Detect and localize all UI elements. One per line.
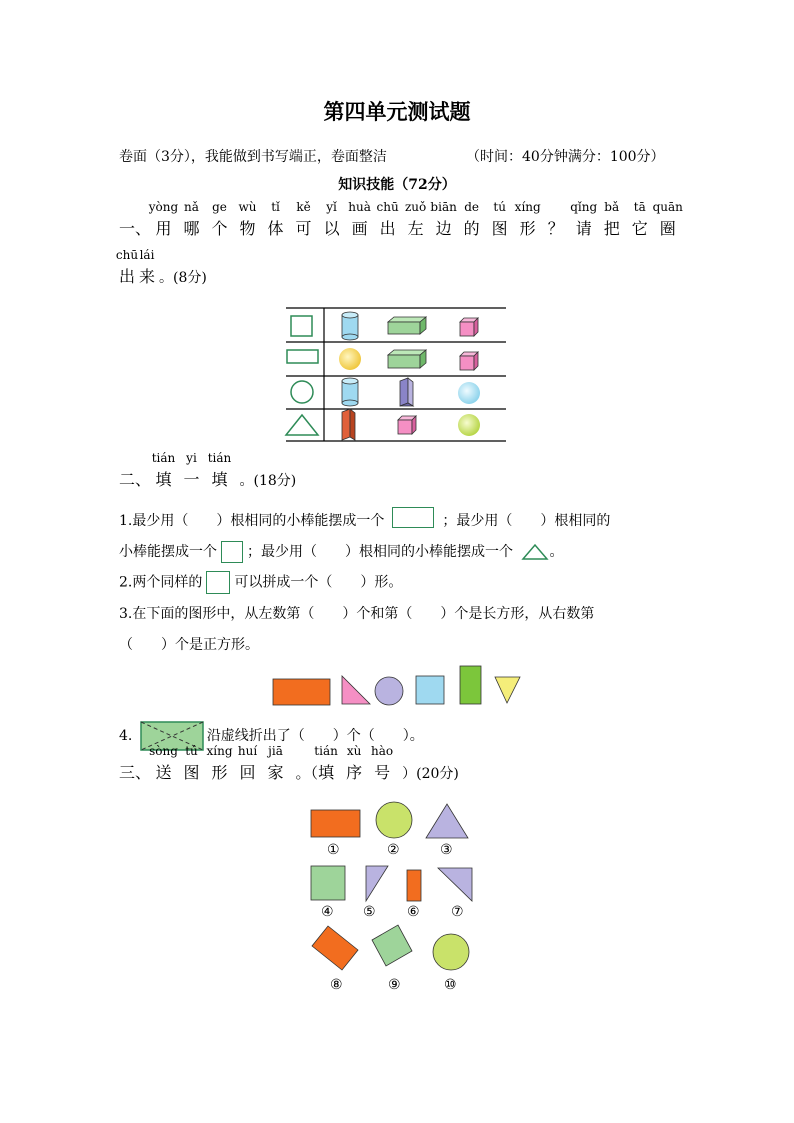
q1-char bbox=[652, 200, 683, 239]
pinyin: xíng bbox=[514, 200, 541, 214]
q1-char bbox=[148, 200, 179, 239]
hanzi: 回 bbox=[239, 763, 256, 782]
q1-char bbox=[430, 200, 457, 239]
cube-icon bbox=[460, 352, 478, 370]
question-2-item-1 bbox=[119, 510, 610, 532]
q3-char bbox=[237, 744, 258, 783]
q1-char bbox=[548, 216, 564, 239]
cube-icon bbox=[460, 318, 478, 336]
hanzi: 圈 bbox=[659, 219, 676, 238]
sphere-icon bbox=[458, 414, 480, 436]
hanzi: 物 bbox=[239, 219, 256, 238]
pinyin: tián bbox=[151, 451, 176, 465]
triangle-outline-icon bbox=[286, 415, 318, 435]
hanzi: 送 bbox=[155, 763, 172, 782]
q3-char bbox=[206, 744, 233, 783]
pinyin: de bbox=[464, 200, 480, 214]
hanzi: 边 bbox=[435, 219, 452, 238]
item-4-text-a: 4. bbox=[119, 728, 133, 744]
square-outline-icon bbox=[291, 316, 312, 336]
shape-10-lime-circle bbox=[433, 934, 469, 970]
shape-6-orange-rectangle bbox=[407, 870, 421, 901]
label-10: ⑩ bbox=[444, 977, 457, 993]
q1b-char bbox=[115, 248, 139, 287]
q3-shapes-grid bbox=[300, 800, 490, 1000]
rectangle-outline-icon bbox=[287, 350, 318, 363]
q1-char bbox=[295, 200, 312, 239]
q2-char bbox=[151, 451, 176, 490]
shape-7-lavender-triangle bbox=[438, 868, 472, 901]
pinyin: quān bbox=[652, 200, 683, 214]
q1-char bbox=[238, 200, 257, 239]
hanzi: 图 bbox=[183, 763, 200, 782]
hanzi: 它 bbox=[631, 219, 648, 238]
pinyin: ge bbox=[212, 200, 227, 214]
hanzi: 体 bbox=[267, 219, 284, 238]
cylinder-icon bbox=[342, 378, 358, 406]
hanzi: 左 bbox=[407, 219, 424, 238]
triangle-outline-icon bbox=[521, 543, 549, 561]
question-2-text bbox=[151, 451, 239, 489]
label-4: ④ bbox=[321, 904, 334, 920]
hanzi: 填 bbox=[155, 470, 172, 489]
pink-triangle-shape bbox=[342, 676, 370, 704]
hanzi: 的 bbox=[463, 219, 480, 238]
cuboid-icon bbox=[388, 350, 426, 368]
item-1-text-d: ；最少用（ ）根相同的小棒能摆成一个 bbox=[247, 544, 513, 560]
item-2-text-b: 可以拼成一个（ ）形。 bbox=[234, 574, 403, 591]
pinyin: xù bbox=[346, 744, 362, 758]
question-1-text bbox=[148, 200, 687, 238]
hanzi: 形 bbox=[519, 219, 536, 238]
header-instructions: 卷面（3分），我能做到书写端正，卷面整洁 bbox=[119, 149, 387, 165]
label-7: ⑦ bbox=[451, 904, 464, 920]
question-1 bbox=[119, 200, 688, 239]
pinyin: jiā bbox=[268, 744, 283, 758]
shape-object-table bbox=[282, 305, 510, 445]
label-8: ⑧ bbox=[330, 977, 343, 993]
yellow-down-triangle-shape bbox=[495, 677, 520, 703]
hanzi: 图 bbox=[491, 219, 508, 238]
pinyin: zuǒ bbox=[404, 200, 427, 214]
item-1-text-b: ；最少用（ ）根相同的 bbox=[442, 513, 611, 529]
hanzi: 请 bbox=[575, 219, 592, 238]
hanzi: 序 bbox=[346, 763, 363, 782]
hanzi: 形 bbox=[211, 763, 228, 782]
orange-rectangle-shape bbox=[273, 679, 330, 705]
q1-char bbox=[631, 200, 648, 239]
item-1-text-c: 小棒能摆成一个 bbox=[119, 544, 217, 560]
label-3: ③ bbox=[440, 842, 453, 858]
question-3-text bbox=[149, 744, 295, 782]
pinyin: tǐ bbox=[271, 200, 280, 214]
pinyin: chū bbox=[115, 248, 139, 262]
hanzi: 家 bbox=[267, 763, 284, 782]
question-3-points: ）(20分) bbox=[402, 766, 459, 782]
q1-char bbox=[603, 200, 620, 239]
question-2-points: 。(18分) bbox=[239, 473, 297, 489]
hanzi: 哪 bbox=[183, 219, 200, 238]
question-2-prefix: 二、 bbox=[119, 470, 152, 489]
pinyin: hào bbox=[371, 744, 394, 758]
pinyin: sòng bbox=[149, 744, 178, 758]
question-2-item-3: 3.在下面的图形中，从左数第（ ）个和第（ ）个是长方形，从右数第 bbox=[119, 606, 595, 622]
pinyin: nǎ bbox=[184, 200, 199, 214]
hanzi: 填 bbox=[318, 763, 335, 782]
q3b-char bbox=[314, 744, 338, 783]
question-1-line2 bbox=[115, 248, 207, 287]
q3-char bbox=[267, 744, 284, 783]
q1b-char bbox=[139, 248, 156, 287]
item-1-text-a: 1.最少用（ ）根相同的小棒能摆成一个 bbox=[119, 513, 385, 529]
q3b-char bbox=[346, 744, 363, 783]
q3-char bbox=[149, 744, 178, 783]
question-3 bbox=[119, 744, 459, 783]
sphere-icon bbox=[339, 348, 361, 370]
question-3-prefix: 三、 bbox=[119, 763, 152, 782]
shape-9-green-rotated-square bbox=[372, 925, 412, 966]
label-1: ① bbox=[327, 842, 340, 858]
item-2-text-a: 2.两个同样的 bbox=[119, 574, 203, 591]
header-time-score: （时间：40分钟满分：100分） bbox=[466, 149, 665, 165]
q1-char bbox=[491, 200, 508, 239]
q2-shapes-row bbox=[270, 664, 526, 708]
q1-char bbox=[463, 200, 480, 239]
pinyin: xíng bbox=[206, 744, 233, 758]
pinyin: wù bbox=[238, 200, 257, 214]
sphere-icon bbox=[458, 382, 480, 404]
q3-char bbox=[183, 744, 200, 783]
question-2-item-1-cont bbox=[119, 541, 563, 563]
question-3-mid: 。（ bbox=[295, 764, 319, 782]
hanzi: 把 bbox=[603, 219, 620, 238]
pinyin: kě bbox=[296, 200, 311, 214]
hanzi: 一 bbox=[183, 470, 200, 489]
lavender-circle-shape bbox=[375, 677, 403, 705]
pinyin: yòng bbox=[148, 200, 179, 214]
q1-char bbox=[183, 200, 200, 239]
q1-char bbox=[267, 200, 284, 239]
cylinder-icon bbox=[342, 312, 358, 340]
hanzi: 填 bbox=[211, 470, 228, 489]
question-2 bbox=[119, 451, 297, 490]
pinyin: chū bbox=[376, 200, 399, 214]
pinyin: yǐ bbox=[326, 200, 337, 214]
q2-char bbox=[183, 451, 200, 490]
shape-2-lime-circle bbox=[376, 802, 412, 838]
hanzi: 画 bbox=[351, 219, 368, 238]
square-outline-icon bbox=[206, 571, 230, 594]
pinyin: tā bbox=[633, 200, 646, 214]
pinyin: lái bbox=[139, 248, 155, 262]
q1-char bbox=[348, 200, 371, 239]
question-2-item-2 bbox=[119, 571, 402, 594]
label-2: ② bbox=[387, 842, 400, 858]
question-2-item-3-cont: （ ）个是正方形。 bbox=[119, 637, 259, 653]
pinyin: qǐng bbox=[570, 200, 598, 214]
hanzi: 用 bbox=[155, 219, 172, 238]
pinyin: tú bbox=[185, 744, 198, 758]
q1-char bbox=[211, 200, 228, 239]
q1-char bbox=[570, 200, 598, 239]
label-6: ⑥ bbox=[407, 904, 420, 920]
hanzi: ？ bbox=[547, 219, 564, 238]
label-9: ⑨ bbox=[388, 977, 401, 993]
section-title: 知识技能（72分） bbox=[338, 177, 456, 193]
pinyin: tián bbox=[314, 744, 338, 758]
q2-char bbox=[207, 451, 232, 490]
pinyin: tián bbox=[207, 451, 232, 465]
shape-5-lavender-triangle bbox=[366, 866, 388, 901]
shape-4-green-square bbox=[311, 866, 345, 900]
question-1-points: 。(8分) bbox=[159, 270, 207, 286]
question-1-prefix: 一、 bbox=[119, 219, 152, 238]
shape-8-orange-rotated-rectangle bbox=[312, 926, 358, 970]
question-1-text2 bbox=[115, 248, 159, 286]
q1-char bbox=[514, 200, 541, 239]
pinyin: yi bbox=[186, 451, 197, 465]
hanzi: 来 bbox=[139, 267, 156, 286]
hanzi: 以 bbox=[323, 219, 340, 238]
hanzi: 号 bbox=[374, 763, 391, 782]
item-4-text-b: 沿虚线折出了（ ）个（ ）。 bbox=[206, 728, 424, 744]
hanzi: 个 bbox=[211, 219, 228, 238]
q1-char bbox=[376, 200, 399, 239]
item-1-text-e: 。 bbox=[549, 544, 564, 560]
hanzi: 可 bbox=[295, 219, 312, 238]
hanzi: 出 bbox=[119, 267, 136, 286]
square-outline-icon bbox=[221, 541, 243, 563]
rectangle-outline-icon bbox=[392, 507, 434, 528]
pinyin: bǎ bbox=[604, 200, 620, 214]
cube-icon bbox=[398, 416, 416, 434]
q1-char bbox=[323, 200, 340, 239]
circle-outline-icon bbox=[291, 381, 313, 403]
pinyin: huí bbox=[237, 744, 258, 758]
cyan-square-shape bbox=[416, 676, 444, 704]
shape-1-orange-rectangle bbox=[311, 810, 360, 837]
triangular-prism-icon bbox=[400, 378, 413, 406]
triangular-prism-icon bbox=[342, 409, 355, 440]
pinyin: tú bbox=[493, 200, 506, 214]
green-tall-rectangle-shape bbox=[460, 666, 481, 704]
shape-3-lavender-triangle bbox=[426, 804, 468, 838]
cuboid-icon bbox=[388, 317, 426, 334]
pinyin: huà bbox=[348, 200, 371, 214]
label-5: ⑤ bbox=[363, 904, 376, 920]
hanzi: 出 bbox=[379, 219, 396, 238]
q3b-char bbox=[371, 744, 394, 783]
page-title: 第四单元测试题 bbox=[323, 99, 471, 124]
q1-char bbox=[404, 200, 427, 239]
question-3-text2 bbox=[314, 744, 402, 782]
pinyin: biān bbox=[430, 200, 457, 214]
